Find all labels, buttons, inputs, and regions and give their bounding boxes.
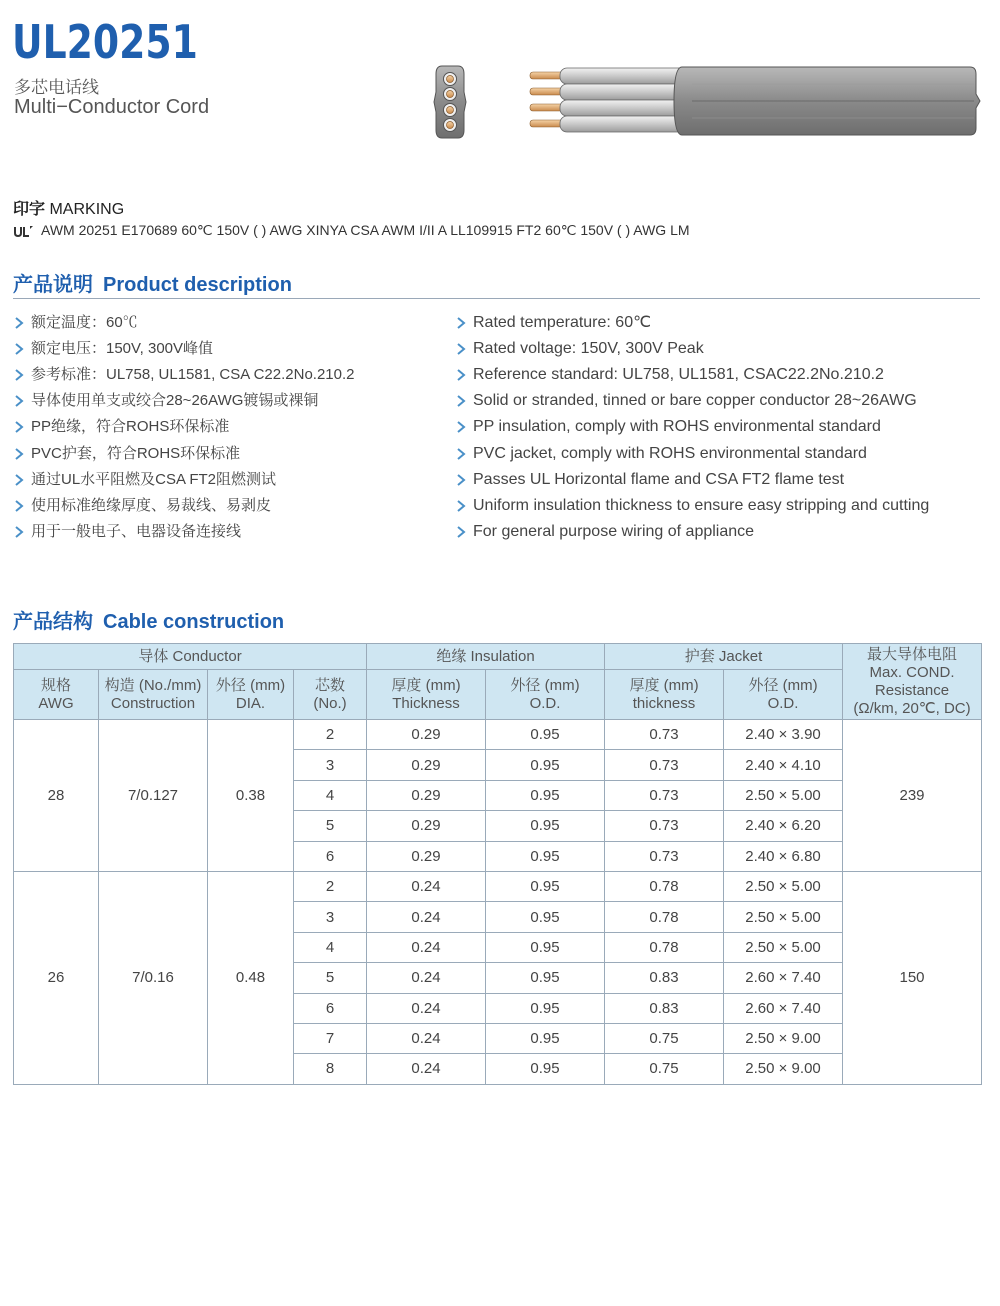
description-item — [455, 467, 929, 493]
description-item-text: Solid or stranded, tinned or bare copper conductor 28~26AWG — [473, 392, 917, 410]
cell-awg: 28 — [14, 720, 99, 872]
cell-jac-od: 2.50 × 5.00 — [724, 780, 843, 810]
description-item — [13, 310, 355, 336]
product-title-zh: 多芯电话线 — [14, 78, 99, 98]
cable-illustration — [430, 60, 985, 150]
cell-ins-thick: 0.29 — [367, 750, 486, 780]
description-list-zh — [13, 310, 355, 545]
marking-line — [13, 222, 690, 239]
description-item — [13, 362, 355, 388]
header-construction-en: Construction — [110, 694, 196, 712]
marking-heading — [13, 196, 124, 219]
chevron-right-icon — [455, 473, 467, 487]
cable-cross-section — [434, 66, 466, 138]
cell-cores: 2 — [294, 871, 367, 901]
chevron-right-icon — [13, 499, 25, 513]
cell-cores: 5 — [294, 811, 367, 841]
header-ins-od-en: O.D. — [529, 694, 561, 712]
cell-resistance: 239 — [843, 720, 982, 872]
description-item — [455, 388, 929, 414]
description-item-text: Reference standard: UL758, UL1581, CSAC22.2No.210.2 — [473, 366, 884, 384]
cell-jac-thick: 0.83 — [605, 963, 724, 993]
cell-jac-od: 2.40 × 3.90 — [724, 720, 843, 750]
description-item-text: 导体使用单支或绞合28~26AWG镀锡或裸铜 — [31, 392, 319, 410]
cell-ins-od: 0.95 — [486, 720, 605, 750]
chevron-right-icon — [455, 420, 467, 434]
header-resistance-unit: (Ω/km, 20℃, DC) — [853, 699, 971, 717]
header-insulation-thickness — [367, 670, 486, 720]
description-item — [455, 310, 929, 336]
cell-cores: 8 — [294, 1054, 367, 1084]
description-item — [13, 414, 355, 440]
chevron-right-icon — [13, 420, 25, 434]
chevron-right-icon — [455, 447, 467, 461]
cell-construction: 7/0.127 — [99, 720, 208, 872]
description-item — [455, 493, 929, 519]
cell-dia: 0.48 — [208, 871, 294, 1084]
product-title-en: Multi−Conductor Cord — [14, 96, 210, 118]
cell-ins-thick: 0.29 — [367, 720, 486, 750]
cell-cores: 5 — [294, 963, 367, 993]
description-item — [13, 493, 355, 519]
product-description-heading — [13, 268, 292, 297]
cable-construction-heading-zh: 产品结构 — [13, 611, 93, 633]
table-body — [14, 720, 982, 1085]
header-awg-zh: 规格 — [40, 676, 71, 694]
cell-ins-od: 0.95 — [486, 1054, 605, 1084]
cell-ins-od: 0.95 — [486, 1023, 605, 1053]
cell-cores: 3 — [294, 750, 367, 780]
chevron-right-icon — [13, 368, 25, 382]
description-item-text: 用于一般电子、电器设备连接线 — [31, 522, 242, 540]
chevron-right-icon — [455, 394, 467, 408]
description-item — [13, 440, 355, 466]
description-item-text: PP insulation, comply with ROHS environmental standard — [473, 418, 881, 436]
cell-ins-od: 0.95 — [486, 811, 605, 841]
cell-cores: 6 — [294, 841, 367, 871]
chevron-right-icon — [455, 342, 467, 356]
header-insulation-od — [486, 670, 605, 720]
cell-ins-thick: 0.24 — [367, 993, 486, 1023]
cell-ins-thick: 0.24 — [367, 902, 486, 932]
cell-jac-od: 2.40 × 6.20 — [724, 811, 843, 841]
header-awg-en: AWG — [38, 694, 74, 712]
header-jacket-thickness — [605, 670, 724, 720]
cell-resistance: 150 — [843, 871, 982, 1084]
cell-jac-od: 2.60 × 7.40 — [724, 993, 843, 1023]
product-code-title: UL20251 — [12, 15, 198, 69]
cell-ins-od: 0.95 — [486, 963, 605, 993]
header-awg — [14, 670, 99, 720]
header-dia — [208, 670, 294, 720]
marking-heading-zh: 印字 — [13, 201, 46, 218]
description-item-text: Uniform insulation thickness to ensure easy stripping and cutting — [473, 496, 930, 514]
chevron-right-icon — [13, 342, 25, 356]
cell-jac-od: 2.40 × 6.80 — [724, 841, 843, 871]
cell-jac-thick: 0.73 — [605, 750, 724, 780]
cell-jac-od: 2.50 × 9.00 — [724, 1023, 843, 1053]
header-jacket: 护套 Jacket — [605, 644, 843, 670]
chevron-right-icon — [455, 316, 467, 330]
chevron-right-icon — [13, 447, 25, 461]
cell-jac-thick: 0.73 — [605, 811, 724, 841]
header-dia-en: DIA. — [235, 694, 266, 712]
cell-ins-thick: 0.29 — [367, 811, 486, 841]
cell-awg: 26 — [14, 871, 99, 1084]
header-dia-zh: 外径 (mm) — [215, 676, 286, 694]
cell-cores: 7 — [294, 1023, 367, 1053]
description-list-en — [455, 310, 929, 545]
cell-jac-od: 2.60 × 7.40 — [724, 963, 843, 993]
chevron-right-icon — [13, 473, 25, 487]
chevron-right-icon — [455, 368, 467, 382]
description-item — [455, 440, 929, 466]
cell-ins-od: 0.95 — [486, 932, 605, 962]
cell-jac-od: 2.50 × 5.00 — [724, 932, 843, 962]
description-item-text: Rated temperature: 60℃ — [473, 314, 652, 332]
cell-ins-od: 0.95 — [486, 750, 605, 780]
cell-jac-thick: 0.78 — [605, 871, 724, 901]
chevron-right-icon — [13, 316, 25, 330]
description-item-text: PP绝缘，符合ROHS环保标准 — [31, 418, 230, 436]
description-item — [455, 336, 929, 362]
description-item — [13, 467, 355, 493]
description-item — [13, 519, 355, 545]
cell-jac-thick: 0.75 — [605, 1054, 724, 1084]
cell-jac-thick: 0.73 — [605, 841, 724, 871]
table-row — [14, 720, 982, 750]
cell-ins-od: 0.95 — [486, 841, 605, 871]
cell-jac-thick: 0.78 — [605, 932, 724, 962]
cable-side-view — [530, 67, 980, 135]
description-item-text: 通过UL水平阻燃及CSA FT2阻燃测试 — [31, 470, 277, 488]
cell-ins-od: 0.95 — [486, 993, 605, 1023]
cable-construction-table — [13, 643, 982, 1085]
description-item-text: 额定电压：150V, 300V峰值 — [31, 340, 214, 358]
chevron-right-icon — [13, 394, 25, 408]
cell-cores: 2 — [294, 720, 367, 750]
chevron-right-icon — [13, 525, 25, 539]
section-divider — [13, 298, 980, 299]
description-item-text: 额定温度：60℃ — [31, 314, 138, 332]
marking-text: AWM 20251 E170689 60℃ 150V ( ) AWG XINYA CSA AWM I/II A LL109915 FT2 60℃ 150V ( ) AWG LM — [41, 222, 690, 238]
description-item — [13, 388, 355, 414]
chevron-right-icon — [455, 499, 467, 513]
description-item-text: For general purpose wiring of appliance — [473, 522, 755, 540]
cell-ins-thick: 0.24 — [367, 1054, 486, 1084]
header-conductor: 导体 Conductor — [14, 644, 367, 670]
cell-ins-thick: 0.24 — [367, 963, 486, 993]
header-cores-zh: 芯数 — [314, 676, 345, 694]
header-jacket-od — [724, 670, 843, 720]
cell-ins-thick: 0.29 — [367, 841, 486, 871]
cable-construction-heading-en: Cable construction — [103, 611, 285, 633]
header-construction — [99, 670, 208, 720]
table-row — [14, 871, 982, 901]
header-cores — [294, 670, 367, 720]
marking-heading-en: MARKING — [49, 201, 125, 218]
description-item-text: PVC护套，符合ROHS环保标准 — [31, 444, 241, 462]
description-item-text: 使用标准绝缘厚度、易裁线、易剥皮 — [31, 496, 272, 514]
header-max-resistance — [843, 644, 982, 720]
cell-jac-thick: 0.83 — [605, 993, 724, 1023]
header-resistance-en2: Resistance — [874, 681, 950, 699]
header-jac-thick-zh: 厚度 (mm) — [629, 676, 699, 694]
cell-cores: 3 — [294, 902, 367, 932]
cell-jac-od: 2.40 × 4.10 — [724, 750, 843, 780]
header-cores-en: (No.) — [313, 694, 347, 712]
cell-ins-thick: 0.24 — [367, 871, 486, 901]
description-item-text: Passes UL Horizontal flame and CSA FT2 flame test — [473, 470, 845, 488]
header-ins-thick-zh: 厚度 (mm) — [391, 676, 461, 694]
cable-construction-heading — [13, 605, 284, 634]
cell-jac-od: 2.50 × 5.00 — [724, 902, 843, 932]
cell-cores: 6 — [294, 993, 367, 1023]
header-resistance-zh: 最大导体电阻 — [867, 645, 958, 663]
description-item-text: PVC jacket, comply with ROHS environmental standard — [473, 444, 867, 462]
cell-ins-thick: 0.29 — [367, 780, 486, 810]
description-item — [455, 519, 929, 545]
description-item — [13, 336, 355, 362]
header-jac-thick-en: thickness — [632, 694, 696, 712]
header-jac-od-zh: 外径 (mm) — [748, 676, 818, 694]
description-item — [455, 414, 929, 440]
cell-ins-thick: 0.24 — [367, 932, 486, 962]
cell-ins-od: 0.95 — [486, 871, 605, 901]
description-item-text: Rated voltage: 150V, 300V Peak — [473, 340, 704, 358]
cell-ins-od: 0.95 — [486, 780, 605, 810]
cell-jac-thick: 0.75 — [605, 1023, 724, 1053]
header-construction-zh: 构造 (No./mm) — [104, 676, 202, 694]
header-ins-od-zh: 外径 (mm) — [510, 676, 580, 694]
cell-jac-od: 2.50 × 9.00 — [724, 1054, 843, 1084]
chevron-right-icon — [455, 525, 467, 539]
description-item-text: 参考标准：UL758, UL1581, CSA C22.2No.210.2 — [31, 366, 355, 384]
cell-jac-thick: 0.73 — [605, 780, 724, 810]
cell-cores: 4 — [294, 780, 367, 810]
cell-construction: 7/0.16 — [99, 871, 208, 1084]
header-insulation: 绝缘 Insulation — [367, 644, 605, 670]
cell-ins-od: 0.95 — [486, 902, 605, 932]
header-jac-od-en: O.D. — [767, 694, 799, 712]
cell-ins-thick: 0.24 — [367, 1023, 486, 1053]
description-item — [455, 362, 929, 388]
cell-dia: 0.38 — [208, 720, 294, 872]
cell-jac-od: 2.50 × 5.00 — [724, 871, 843, 901]
cell-jac-thick: 0.78 — [605, 902, 724, 932]
ul-recognized-mark-icon — [13, 224, 35, 238]
product-description-heading-zh: 产品说明 — [13, 274, 93, 296]
header-resistance-en1: Max. COND. — [869, 663, 955, 681]
product-description-heading-en: Product description — [103, 274, 292, 296]
header-ins-thick-en: Thickness — [392, 694, 460, 712]
cell-jac-thick: 0.73 — [605, 720, 724, 750]
cell-cores: 4 — [294, 932, 367, 962]
